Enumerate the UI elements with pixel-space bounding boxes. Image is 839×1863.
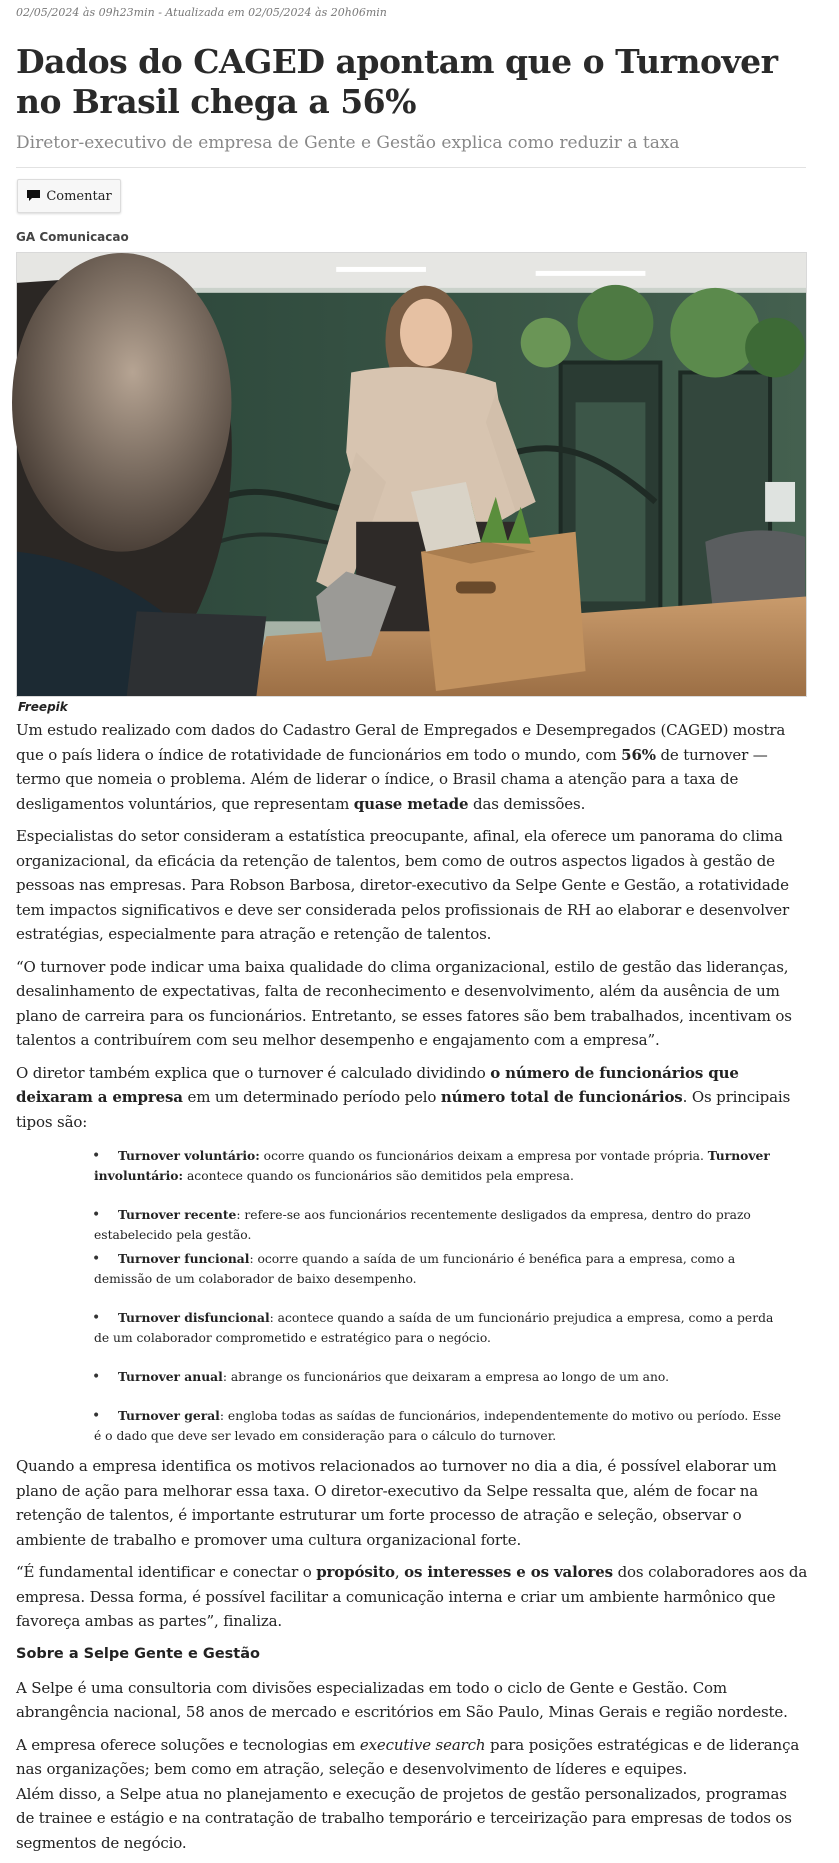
paragraph-8: A empresa oferece soluções e tecnologias em executive search para posições estratégicas e de liderança nas organizações; bem como em atração, seleção e desenvolvimento de líderes e equipes. [16, 1735, 800, 1778]
office-photo-illustration [17, 253, 806, 696]
article-title: Dados do CAGED apontam que o Turnover no Brasil chega a 56% [16, 42, 778, 121]
comment-button-label: Comentar [46, 188, 112, 204]
article-photo [16, 252, 807, 697]
publish-dates: 02/05/2024 às 09h23min - Atualizada em 02/05/2024 às 20h06min [16, 6, 387, 19]
about-heading: Sobre a Selpe Gente e Gestão [16, 1645, 260, 1662]
paragraph-5: Quando a empresa identifica os motivos relacionados ao turnover no dia a dia, é possível elaborar um plano de ação para melhorar essa taxa. O diretor-executivo da Selpe ressalta que, além de focar na retenção de talentos, é importante estruturar um forte processo de atração e seleção, observar o ambiente de trabalho e promover uma cultura organizacional forte. [16, 1457, 777, 1549]
paragraph-7: A Selpe é uma consultoria com divisões especializadas em todo o ciclo de Gente e Gestão. Com abrangência nacional, 58 anos de mercado e escritórios em São Paulo, Minas Gerais e região nordeste. [16, 1678, 788, 1721]
author-name: GA Comunicacao [16, 230, 129, 244]
article-subtitle: Diretor-executivo de empresa de Gente e Gestão explica como reduzir a taxa [16, 133, 680, 153]
paragraph-9: Além disso, a Selpe atua no planejamento e execução de projetos de gestão personalizados, programas de trainee e estágio e na contratação de trabalho temporário e terceirização para empresas de todos os segmentos de negócio. [16, 1784, 792, 1852]
paragraph-4: O diretor também explica que o turnover é calculado dividindo o número de funcionários que deixaram a empresa em um determinado período pelo número total de funcionários. Os principais tipos são: [16, 1063, 791, 1131]
list-item: • Turnover funcional: ocorre quando a saída de um funcionário é benéfica para a empresa, como a demissão de um colaborador de baixo desempenho. [94, 1249, 784, 1289]
paragraph-6: “É fundamental identificar e conectar o propósito, os interesses e os valores dos colaboradores aos da empresa. Dessa forma, é possível facilitar a comunicação interna e criar um ambiente harmônico que favoreça ambas as partes”, finaliza. [16, 1563, 808, 1630]
paragraph-3: “O turnover pode indicar uma baixa qualidade do clima organizacional, estilo de gestão das lideranças, desalinhamento de expectativas, falta de reconhecimento e desenvolvimento, além da ausência de um plano de carreira para os funcionários. Entretanto, se esses fatores são bem trabalhados, incentivam os talentos a contribuírem com seu melhor desempenho e engajamento com a empresa”. [16, 957, 792, 1049]
speech-bubble-icon [26, 189, 41, 203]
paragraph-2: Especialistas do setor consideram a estatística preocupante, afinal, ela oferece um panorama do clima organizacional, da eficácia da retenção de talentos, bem como de outros aspectos ligados à gestão de pessoas nas empresas. Para Robson Barbosa, diretor-executivo da Selpe Gente e Gestão, a rotatividade tem impactos significativos e deve ser considerada pelos profissionais de RH ao elaborar e desenvolver estratégias, especialmente para atração e retenção de talentos. [16, 827, 790, 943]
turnover-types-list [94, 1146, 784, 1446]
header-divider [16, 167, 806, 168]
list-item: • Turnover voluntário: ocorre quando os funcionários deixam a empresa por vontade própria. Turnover involuntário: acontece quando os funcionários são demitidos pela empresa. [94, 1146, 784, 1186]
list-item: • Turnover geral: engloba todas as saídas de funcionários, independentemente do motivo ou período. Esse é o dado que deve ser levado em consideração para o cálculo do turnover. [94, 1406, 784, 1446]
list-item: • Turnover disfuncional: acontece quando a saída de um funcionário prejudica a empresa, como a perda de um colaborador comprometido e estratégico para o negócio. [94, 1308, 784, 1348]
list-item: • Turnover anual: abrange os funcionários que deixaram a empresa ao longo de um ano. [94, 1367, 784, 1387]
list-item: • Turnover recente: refere-se aos funcionários recentemente desligados da empresa, dentro do prazo estabelecido pela gestão. [94, 1205, 784, 1245]
comment-button[interactable] [17, 179, 121, 213]
image-credit: Freepik [18, 700, 68, 714]
article-body [16, 718, 808, 1863]
paragraph-1: Um estudo realizado com dados do Cadastro Geral de Empregados e Desempregados (CAGED) mostra que o país lidera o índice de rotatividade de funcionários em todo o mundo, com 56% de turnover — termo que nomeia o problema. Além de liderar o índice, o Brasil chama a atenção para a taxa de desligamentos voluntários, que representam quase metade das demissões. [16, 721, 786, 813]
